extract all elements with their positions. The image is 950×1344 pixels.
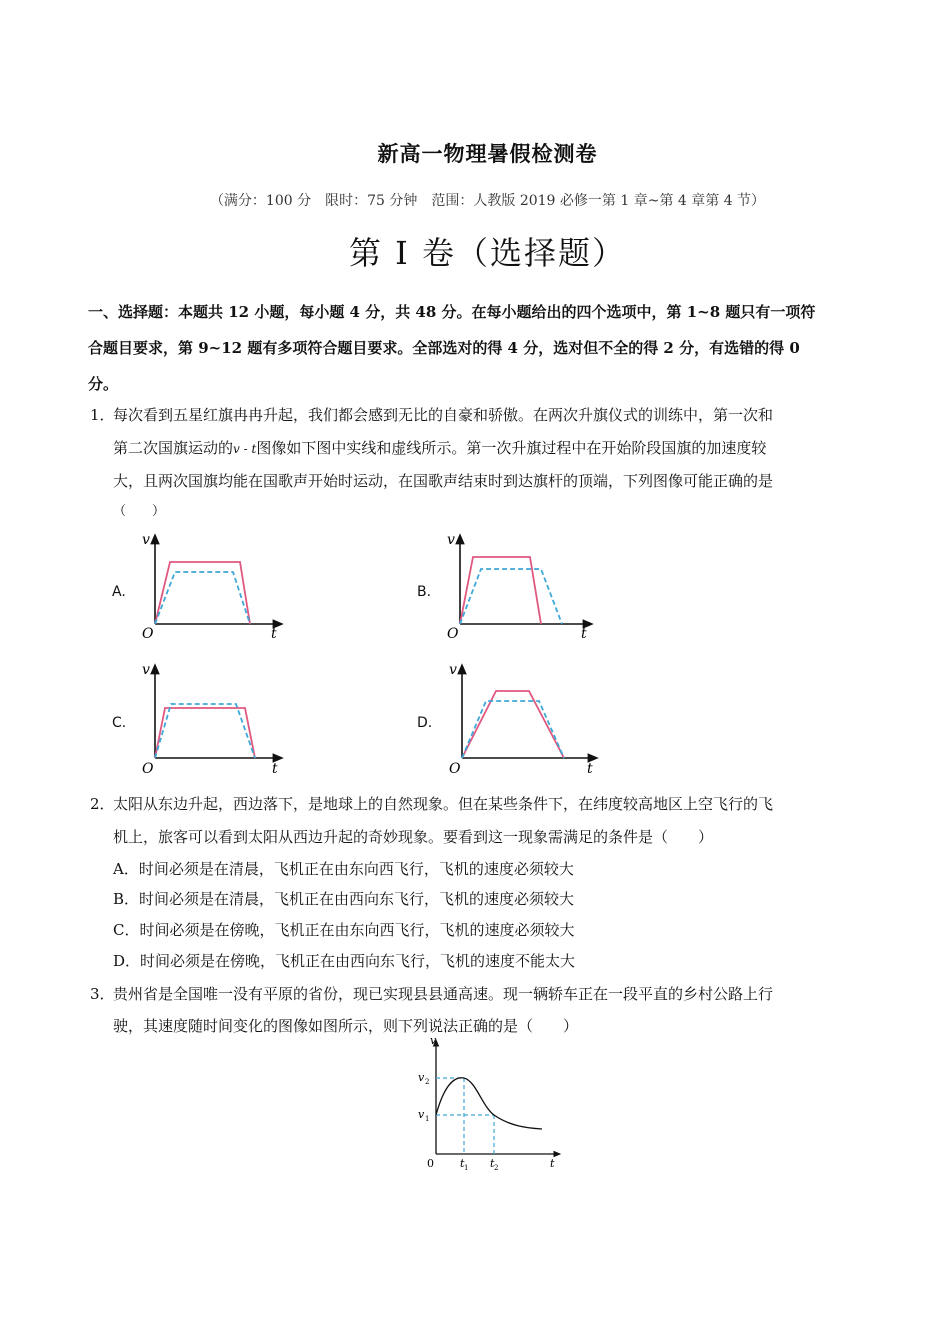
graph-a-dashed-line (155, 572, 250, 624)
q3-v-label: v (430, 1036, 437, 1047)
graph-d-t-label: t (587, 761, 593, 777)
graph-b-v-label: v (447, 532, 455, 548)
q2-option-d[interactable]: D．时间必须是在傍晚，飞机正在由西向东飞行，飞机的速度不能太大 (113, 952, 576, 970)
q1-answer-blank: （ ） (113, 504, 166, 519)
q1-line-1: 每次看到五星红旗冉冉升起，我们都会感到无比的自豪和骄傲。在两次升旗仪式的训练中，第一次和 (113, 406, 774, 424)
q1-line-2b: 图像如下图中实线和虚线所示。第一次升旗过程中在开始阶段国旗的加速度较 (256, 439, 767, 457)
q3-velocity-curve (436, 1078, 542, 1129)
q3-v2-sub: 2 (425, 1078, 430, 1086)
graph-c-v-label: v (142, 662, 150, 678)
q1-option-b[interactable]: B. (417, 584, 432, 600)
graph-c-t-label: t (272, 761, 278, 777)
q3-t1-label: t (460, 1157, 465, 1170)
q1-option-c[interactable]: C. (112, 715, 127, 731)
graph-a (136, 530, 286, 645)
q2-option-c[interactable]: C．时间必须是在傍晚，飞机正在由东向西飞行，飞机的速度必须较大 (113, 921, 575, 939)
graph-c (136, 660, 286, 778)
graph-d-origin: O (449, 761, 461, 777)
q3-t2-label: t (490, 1157, 495, 1170)
q1-line-2 (113, 437, 766, 460)
instructions-line-1: 一、选择题：本题共 12 小题，每小题 4 分，共 48 分。在每小题给出的四个选项中，第 1~8 题只有一项符 (88, 303, 816, 321)
graph-d-v-label: v (449, 662, 457, 678)
graph-b-dashed-line (460, 569, 562, 624)
q2-option-b[interactable]: B．时间必须是在清晨，飞机正在由西向东飞行，飞机的速度必须较大 (113, 890, 575, 908)
q3-number: 3． (90, 985, 115, 1003)
q3-line-1: 贵州省是全国唯一没有平原的省份，现已实现县县通高速。现一辆轿车正在一段平直的乡村公路上行 (113, 985, 774, 1003)
q3-v1-sub: 1 (425, 1115, 430, 1123)
q3-t2-sub: 2 (494, 1164, 499, 1172)
q3-v2-label: v (418, 1071, 425, 1084)
section-instructions (88, 294, 878, 402)
q1-option-d[interactable]: D. (417, 715, 433, 731)
page-title: 新高一物理暑假检测卷 (377, 141, 598, 166)
instructions-line-3: 分。 (88, 375, 119, 393)
q2-number: 2． (90, 795, 115, 813)
graph-c-solid-line (155, 708, 255, 758)
q3-line-2: 驶，其速度随时间变化的图像如图所示，则下列说法正确的是（ ） (113, 1017, 579, 1035)
q2-option-a[interactable]: A．时间必须是在清晨，飞机正在由东向西飞行，飞机的速度必须较大 (113, 860, 574, 878)
q1-option-a[interactable]: A. (112, 584, 126, 600)
q1-number: 1． (90, 406, 115, 424)
q2-line-1: 太阳从东边升起，西边落下，是地球上的自然现象。但在某些条件下，在纬度较高地区上空飞行的飞 (113, 795, 774, 813)
graph-a-origin: O (142, 626, 154, 642)
graph-b (441, 530, 596, 645)
graph-c-origin: O (142, 761, 154, 777)
q1-line-2a: 第二次国旗运动的 (113, 439, 234, 457)
graph-a-v-label: v (142, 532, 150, 548)
graph-c-dashed-line (155, 704, 255, 758)
q3-t1-sub: 1 (464, 1164, 469, 1172)
instructions-line-2: 合题目要求，第 9~12 题有多项符合题目要求。全部选对的得 4 分，选对但不全的得 2 分，有选错的得 0 (88, 339, 800, 357)
graph-b-origin: O (447, 626, 459, 642)
graph-d (441, 660, 601, 778)
graph-b-t-label: t (581, 626, 587, 642)
volume-title: 第 I 卷（选择题） (349, 234, 626, 272)
q3-zero-label: 0 (427, 1157, 434, 1170)
q2-line-2: 机上，旅客可以看到太阳从西边升起的奇妙现象。要看到这一现象需满足的条件是（ ） (113, 828, 714, 846)
q1-vt-label: v - t (233, 442, 257, 456)
exam-info: （满分：100 分 限时：75 分钟 范围：人教版 2019 必修一第 1 章~第 4 章第 4 节） (209, 193, 766, 209)
q3-velocity-graph (408, 1036, 568, 1176)
q3-v1-label: v (418, 1108, 425, 1121)
graph-a-t-label: t (271, 626, 277, 642)
q1-line-3: 大，且两次国旗均能在国歌声开始时运动，在国歌声结束时到达旗杆的顶端，下列图像可能正确的是 (113, 472, 774, 490)
q3-t-label: t (550, 1157, 555, 1170)
